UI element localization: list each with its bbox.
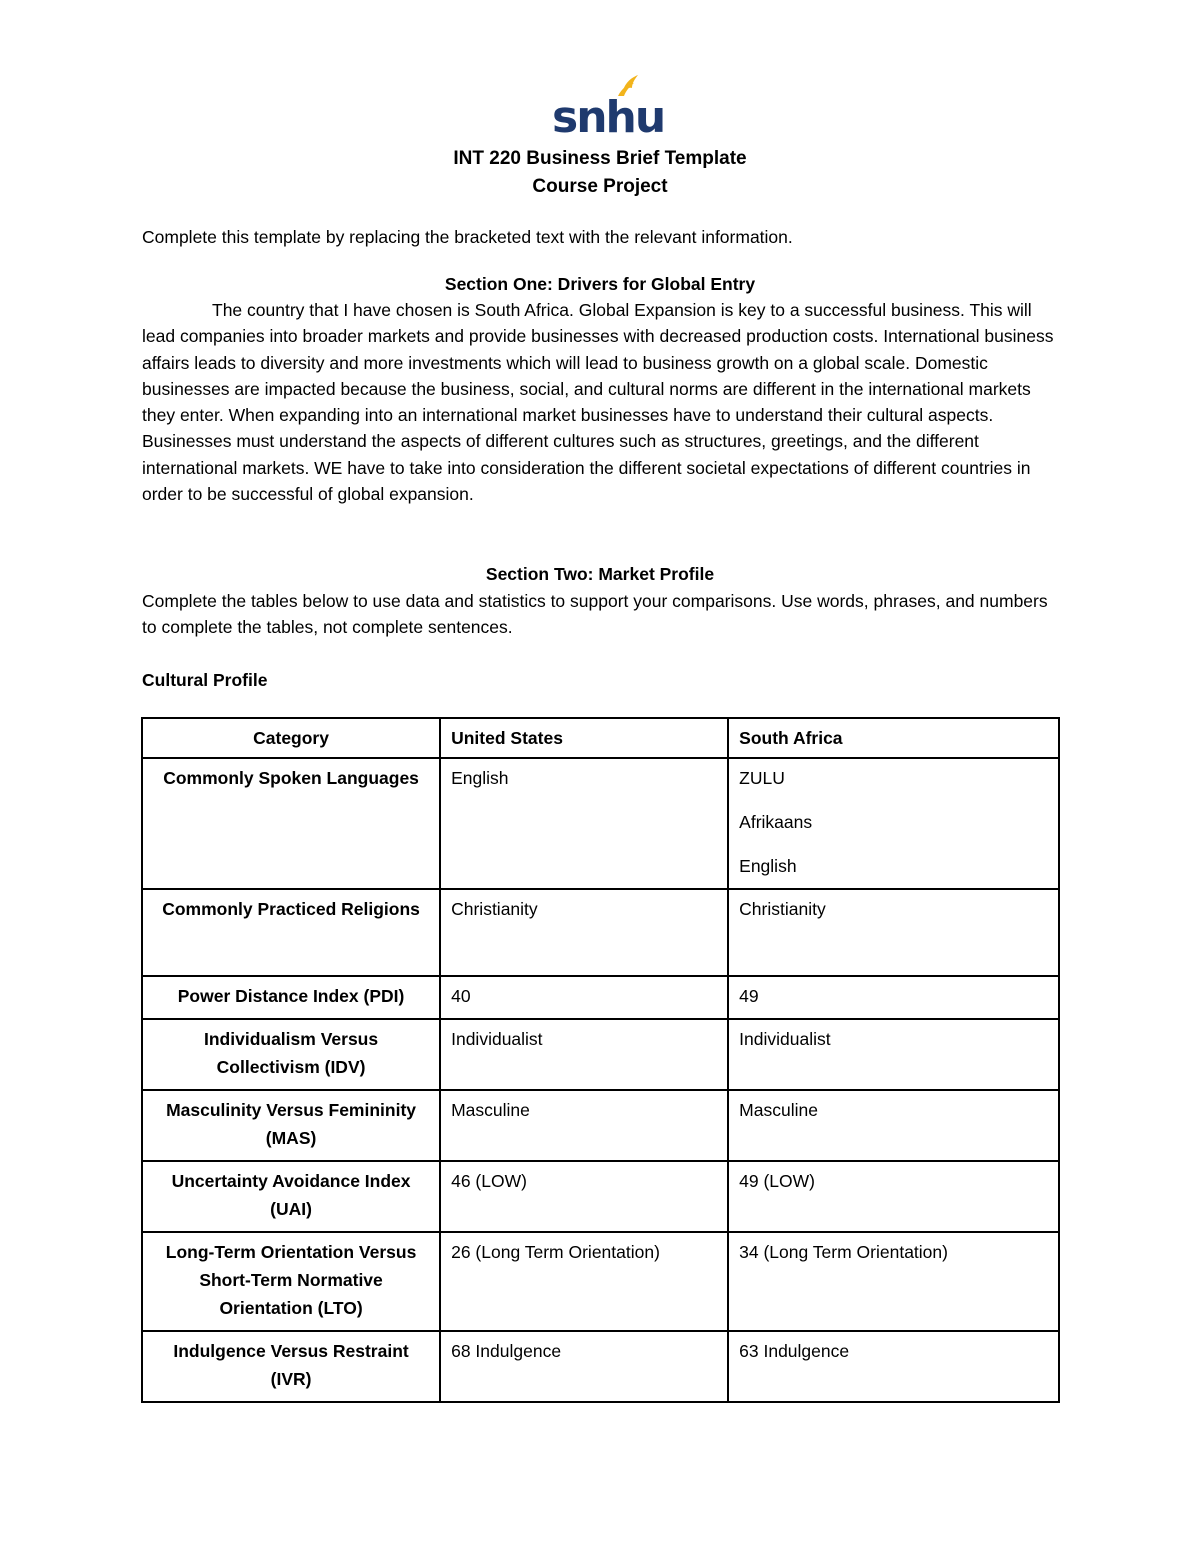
row-category: Power Distance Index (PDI) bbox=[142, 976, 440, 1019]
language-item: ZULU bbox=[739, 768, 785, 788]
row-category: Indulgence Versus Restraint (IVR) bbox=[142, 1331, 440, 1402]
row-category: Commonly Spoken Languages bbox=[142, 758, 440, 889]
row-us-value: 40 bbox=[440, 976, 728, 1019]
table-row bbox=[142, 889, 1059, 976]
row-category: Masculinity Versus Femininity (MAS) bbox=[142, 1090, 440, 1161]
row-category: Uncertainty Avoidance Index (UAI) bbox=[142, 1161, 440, 1232]
logo-wordmark: snhu bbox=[552, 92, 665, 143]
document-subtitle: Course Project bbox=[532, 176, 668, 197]
table-row bbox=[142, 976, 1059, 1019]
document-title: INT 220 Business Brief Template bbox=[453, 148, 747, 169]
row-sa-value: 49 (LOW) bbox=[728, 1161, 1059, 1232]
row-us-value: Masculine bbox=[440, 1090, 728, 1161]
row-sa-value: Christianity bbox=[728, 889, 1059, 976]
row-sa-value: 63 Indulgence bbox=[728, 1331, 1059, 1402]
section-one-heading: Section One: Drivers for Global Entry bbox=[444, 274, 756, 294]
row-us-value: 68 Indulgence bbox=[440, 1331, 728, 1402]
section-one-text: The country that I have chosen is South Africa. Global Expansion is key to a successful business. This will lead companies into broader markets and provide businesses with decreased production costs. International business affairs leads to diversity and more investments which will lead to business growth on a global scale. Domestic businesses are impacted because the business, social, and cultural norms are different in the international markets they enter. When expanding into an international market businesses have to understand their cultural aspects. Businesses must understand the aspects of different cultures such as structures, greetings, and the different international markets. WE have to take into consideration the different societal expectations of different countries in order to be successful of global expansion. bbox=[142, 300, 1054, 505]
snhu-logo bbox=[552, 72, 665, 143]
column-header-south-africa: South Africa bbox=[728, 718, 1059, 758]
table-row bbox=[142, 1331, 1059, 1402]
row-category: Individualism Versus Collectivism (IDV) bbox=[142, 1019, 440, 1090]
column-header-category: Category bbox=[142, 718, 440, 758]
section-two-heading: Section Two: Market Profile bbox=[485, 564, 715, 584]
row-us-value: 26 (Long Term Orientation) bbox=[440, 1232, 728, 1331]
row-us-value: Christianity bbox=[440, 889, 728, 976]
row-sa-value bbox=[728, 758, 1059, 889]
row-us-value: Individualist bbox=[440, 1019, 728, 1090]
table-row bbox=[142, 1090, 1059, 1161]
table-header-row bbox=[142, 718, 1059, 758]
table-row bbox=[142, 758, 1059, 889]
row-sa-value: 49 bbox=[728, 976, 1059, 1019]
cultural-profile-heading: Cultural Profile bbox=[142, 670, 268, 690]
language-item: Afrikaans bbox=[739, 812, 813, 832]
row-sa-value: Masculine bbox=[728, 1090, 1059, 1161]
section-two-body: Complete the tables below to use data and statistics to support your comparisons. Use words, phrases, and numbers to complete the tables, not complete sentences. bbox=[142, 591, 1048, 638]
row-sa-value: Individualist bbox=[728, 1019, 1059, 1090]
row-us-value: 46 (LOW) bbox=[440, 1161, 728, 1232]
table-row bbox=[142, 1161, 1059, 1232]
language-item: English bbox=[739, 856, 797, 876]
instructions-text: Complete this template by replacing the bracketed text with the relevant information. bbox=[142, 227, 793, 247]
cultural-profile-table bbox=[141, 717, 1060, 1403]
row-us-value: English bbox=[440, 758, 728, 889]
row-category: Commonly Practiced Religions bbox=[142, 889, 440, 976]
table-row bbox=[142, 1019, 1059, 1090]
row-sa-value: 34 (Long Term Orientation) bbox=[728, 1232, 1059, 1331]
section-one-body bbox=[142, 297, 1062, 507]
table-row bbox=[142, 1232, 1059, 1331]
column-header-united-states: United States bbox=[440, 718, 728, 758]
row-category: Long-Term Orientation Versus Short-Term Normative Orientation (LTO) bbox=[142, 1232, 440, 1331]
